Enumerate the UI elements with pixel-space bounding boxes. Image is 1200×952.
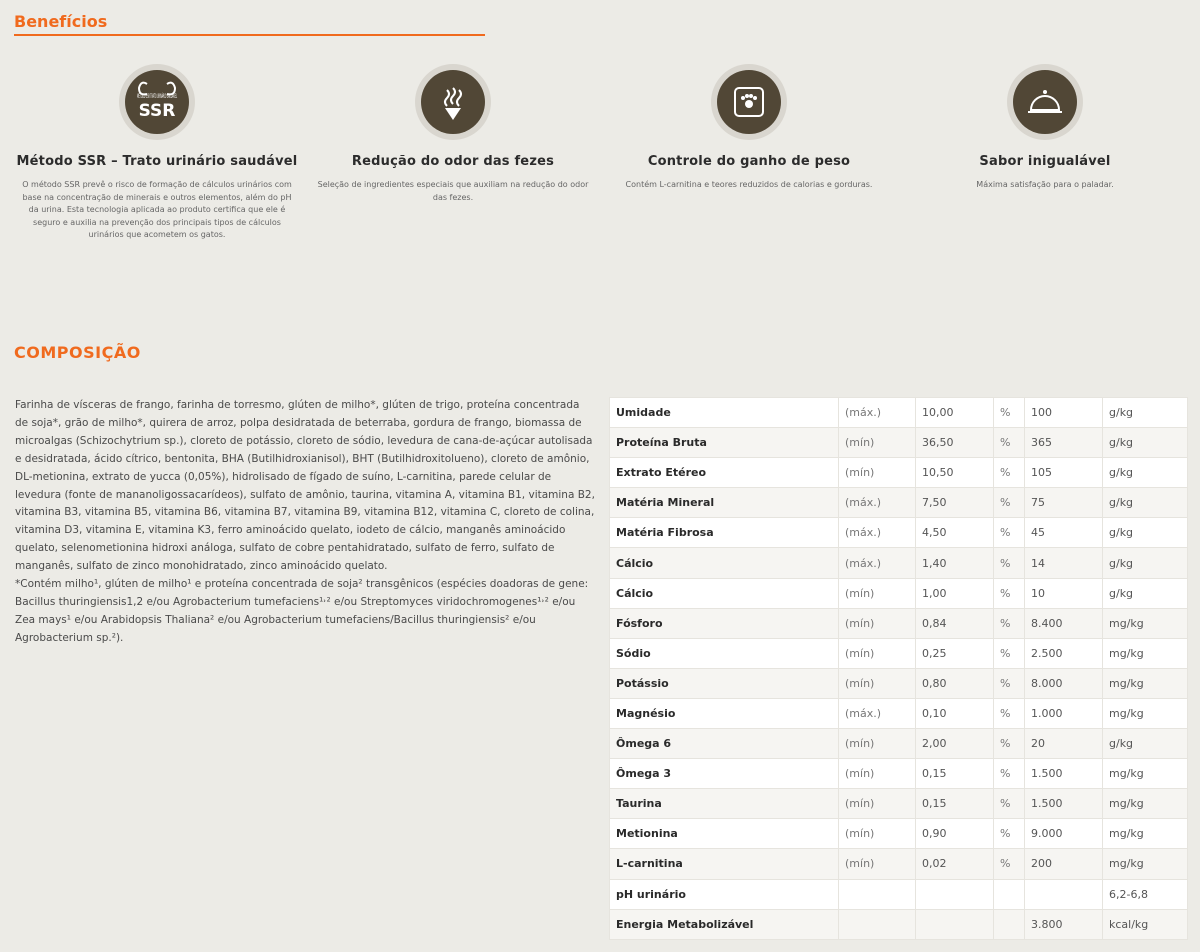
table-row xyxy=(610,488,1188,518)
nutrient-name: Magnésio xyxy=(610,698,839,728)
nutrient-percent-value xyxy=(916,879,994,909)
odor-reduction-badge-icon xyxy=(415,64,491,140)
nutrient-percent-value xyxy=(916,909,994,939)
nutrient-qualifier xyxy=(839,909,916,939)
percent-sign: % xyxy=(994,428,1025,458)
percent-sign: % xyxy=(994,458,1025,488)
nutrient-unit: mg/kg xyxy=(1103,698,1188,728)
table-row xyxy=(610,909,1188,939)
table-row xyxy=(610,668,1188,698)
table-row xyxy=(610,548,1188,578)
nutrient-percent-value: 36,50 xyxy=(916,428,994,458)
benefits-heading: Benefícios xyxy=(14,12,108,31)
benefit-description: Contém L-carnitina e teores reduzidos de calorias e gorduras. xyxy=(625,180,873,189)
nutrient-unit: g/kg xyxy=(1103,578,1188,608)
nutrient-percent-value: 0,84 xyxy=(916,608,994,638)
nutrient-name: pH urinário xyxy=(610,879,839,909)
nutrient-percent-value: 4,50 xyxy=(916,518,994,548)
benefit-flavor xyxy=(900,64,1190,192)
nutrient-percent-value: 2,00 xyxy=(916,729,994,759)
nutrient-name: Potássio xyxy=(610,668,839,698)
nutrient-name: Matéria Mineral xyxy=(610,488,839,518)
nutrient-amount: 8.000 xyxy=(1025,668,1103,698)
nutrient-unit: 6,2-6,8 xyxy=(1103,879,1188,909)
nutrient-amount: 1.500 xyxy=(1025,789,1103,819)
nutrient-qualifier: (mín) xyxy=(839,428,916,458)
nutrient-name: Cálcio xyxy=(610,548,839,578)
nutrient-percent-value: 0,02 xyxy=(916,849,994,879)
nutrient-percent-value: 0,10 xyxy=(916,698,994,728)
table-row xyxy=(610,789,1188,819)
nutrient-amount xyxy=(1025,879,1103,909)
gmo-note: *Contém milho¹, glúten de milho¹ e proteína concentrada de soja² transgênicos (espécies doadoras de gene: Bacillus thuringiensis1,2 e/ou Agrobacterium tumefaciens¹˒² e/ou Streptomyces viridochromogenes¹˒² e/ou Zea mays¹ e/ou Arabidopsis Thaliana² e/ou Agrobacterium tumefaciens/Bacillus thuringiensis² e/ou Agrobacterium sp.²). xyxy=(15,578,589,644)
nutrient-qualifier: (máx.) xyxy=(839,398,916,428)
nutrient-percent-value: 0,15 xyxy=(916,789,994,819)
nutrient-name: Matéria Fibrosa xyxy=(610,518,839,548)
nutrient-amount: 8.400 xyxy=(1025,608,1103,638)
nutrient-qualifier: (mín) xyxy=(839,668,916,698)
nutrient-qualifier: (mín) xyxy=(839,458,916,488)
nutrient-percent-value: 1,00 xyxy=(916,578,994,608)
percent-sign: % xyxy=(994,398,1025,428)
svg-text:SSR: SSR xyxy=(138,101,176,121)
benefit-odor xyxy=(308,64,598,204)
nutrient-unit: g/kg xyxy=(1103,458,1188,488)
nutrient-unit: mg/kg xyxy=(1103,789,1188,819)
nutrient-unit: mg/kg xyxy=(1103,668,1188,698)
percent-sign: % xyxy=(994,819,1025,849)
nutrient-unit: g/kg xyxy=(1103,398,1188,428)
nutrient-amount: 200 xyxy=(1025,849,1103,879)
nutrient-qualifier: (máx.) xyxy=(839,488,916,518)
nutrition-table xyxy=(609,397,1188,940)
benefit-title: Controle do ganho de peso xyxy=(647,154,851,169)
nutrient-percent-value: 10,00 xyxy=(916,398,994,428)
ingredients-paragraph: Farinha de vísceras de frango, farinha de torresmo, glúten de milho*, glúten de trigo, proteína concentrada de soja*, grão de milho*, quirera de arroz, polpa desidratada de beterraba, gordura de frango, biomassa de microalgas (Schizochytrium sp.), cloreto de potássio, cloreto de sódio, levedura de cana-de-açúcar autolisada e desidratada, ácido cítrico, bentonita, BHA (Butilhidroxianisol), BHT (Butilhidroxitolueno), cloreto de amônio, DL-metionina, extrato de yucca (0,05%), hidrolisado de fígado de suíno, L-carnitina, parede celular de levedura (fonte de mananoligossacarídeos), sulfato de amônio, taurina, vitamina A, vitamina B1, vitamina B2, vitamina B3, vitamina B5, vitamina B6, vitamina B7, vitamina B9, vitamina B12, vitamina C, cloreto de colina, vitamina D3, vitamina E, vitamina K3, ferro aminoácido quelato, iodeto de cálcio, manganês aminoácido quelato, selenometionina hidroxi análoga, sulfato de cobre pentahidratado, sulfato de ferro, sulfato de manganês, sulfato de zinco monohidratado, zinco aminoácido quelato. xyxy=(15,399,595,573)
percent-sign: % xyxy=(994,488,1025,518)
nutrient-qualifier: (mín) xyxy=(839,729,916,759)
benefit-title: Método SSR – Trato urinário saudável xyxy=(16,154,298,169)
nutrient-name: Ômega 3 xyxy=(610,759,839,789)
nutrient-amount: 3.800 xyxy=(1025,909,1103,939)
nutrient-amount: 14 xyxy=(1025,548,1103,578)
nutrient-amount: 1.500 xyxy=(1025,759,1103,789)
percent-sign: % xyxy=(994,638,1025,668)
nutrient-unit: g/kg xyxy=(1103,488,1188,518)
nutrient-unit: mg/kg xyxy=(1103,608,1188,638)
nutrient-amount: 9.000 xyxy=(1025,819,1103,849)
nutrient-percent-value: 0,80 xyxy=(916,668,994,698)
benefit-description: O método SSR prevê o risco de formação de cálculos urinários com base na concentração de minerais e outros elementos, além do pH da urina. Esta tecnologia aplicada ao produto certifica que ele é seguro e auxilia na prevenção dos principais tipos de cálculos urinários que acometem os gatos. xyxy=(22,180,292,239)
benefit-ssr xyxy=(12,64,302,242)
percent-sign: % xyxy=(994,789,1025,819)
nutrient-unit: g/kg xyxy=(1103,518,1188,548)
nutrient-unit: mg/kg xyxy=(1103,849,1188,879)
percent-sign xyxy=(994,909,1025,939)
percent-sign: % xyxy=(994,548,1025,578)
percent-sign: % xyxy=(994,608,1025,638)
nutrient-amount: 20 xyxy=(1025,729,1103,759)
percent-sign: % xyxy=(994,518,1025,548)
nutrient-amount: 105 xyxy=(1025,458,1103,488)
benefits-heading-underline xyxy=(14,34,485,36)
percent-sign: % xyxy=(994,668,1025,698)
nutrient-name: Extrato Etéreo xyxy=(610,458,839,488)
nutrient-percent-value: 10,50 xyxy=(916,458,994,488)
nutrient-name: L-carnitina xyxy=(610,849,839,879)
table-row xyxy=(610,428,1188,458)
percent-sign: % xyxy=(994,698,1025,728)
composition-heading: COMPOSIÇÃO xyxy=(14,343,141,362)
nutrient-unit: g/kg xyxy=(1103,428,1188,458)
nutrient-qualifier: (mín) xyxy=(839,819,916,849)
nutrient-percent-value: 0,25 xyxy=(916,638,994,668)
nutrient-name: Cálcio xyxy=(610,578,839,608)
table-row xyxy=(610,458,1188,488)
percent-sign: % xyxy=(994,849,1025,879)
nutrient-unit: g/kg xyxy=(1103,729,1188,759)
nutrient-amount: 75 xyxy=(1025,488,1103,518)
percent-sign: % xyxy=(994,729,1025,759)
nutrient-name: Proteína Bruta xyxy=(610,428,839,458)
table-row xyxy=(610,518,1188,548)
table-row xyxy=(610,608,1188,638)
nutrient-qualifier xyxy=(839,879,916,909)
nutrient-amount: 1.000 xyxy=(1025,698,1103,728)
nutrient-unit: mg/kg xyxy=(1103,819,1188,849)
nutrient-percent-value: 0,90 xyxy=(916,819,994,849)
table-row xyxy=(610,638,1188,668)
nutrient-qualifier: (máx.) xyxy=(839,548,916,578)
table-row xyxy=(610,879,1188,909)
nutrient-unit: kcal/kg xyxy=(1103,909,1188,939)
composition-text xyxy=(15,397,595,648)
nutrient-qualifier: (mín) xyxy=(839,849,916,879)
nutrient-amount: 100 xyxy=(1025,398,1103,428)
nutrient-name: Fósforo xyxy=(610,608,839,638)
table-row xyxy=(610,578,1188,608)
benefit-weight xyxy=(604,64,894,192)
table-row xyxy=(610,849,1188,879)
nutrient-qualifier: (máx.) xyxy=(839,698,916,728)
nutrient-amount: 45 xyxy=(1025,518,1103,548)
percent-sign xyxy=(994,879,1025,909)
benefit-description: Máxima satisfação para o paladar. xyxy=(976,180,1114,189)
nutrient-amount: 365 xyxy=(1025,428,1103,458)
nutrient-unit: mg/kg xyxy=(1103,759,1188,789)
nutrient-unit: mg/kg xyxy=(1103,638,1188,668)
ssr-badge-caption: MÉTODO SSR TRATO URINÁRIO SAUDÁVEL xyxy=(137,93,265,100)
benefit-title: Sabor inigualável xyxy=(979,154,1111,169)
benefit-description: Seleção de ingredientes especiais que auxiliam na redução do odor das fezes. xyxy=(317,180,589,202)
nutrient-name: Ômega 6 xyxy=(610,729,839,759)
nutrient-qualifier: (mín) xyxy=(839,608,916,638)
nutrient-name: Sódio xyxy=(610,638,839,668)
nutrient-percent-value: 7,50 xyxy=(916,488,994,518)
nutrient-qualifier: (mín) xyxy=(839,789,916,819)
benefit-title: Redução do odor das fezes xyxy=(351,154,555,169)
percent-sign: % xyxy=(994,578,1025,608)
table-row xyxy=(610,759,1188,789)
table-row xyxy=(610,698,1188,728)
nutrient-amount: 10 xyxy=(1025,578,1103,608)
table-row xyxy=(610,398,1188,428)
nutrient-qualifier: (mín) xyxy=(839,638,916,668)
nutrient-qualifier: (mín) xyxy=(839,578,916,608)
nutrient-amount: 2.500 xyxy=(1025,638,1103,668)
nutrient-unit: g/kg xyxy=(1103,548,1188,578)
scale-paw-badge-icon xyxy=(711,64,787,140)
cloche-badge-icon xyxy=(1007,64,1083,140)
nutrient-percent-value: 1,40 xyxy=(916,548,994,578)
nutrient-name: Umidade xyxy=(610,398,839,428)
percent-sign: % xyxy=(994,759,1025,789)
table-row xyxy=(610,819,1188,849)
nutrient-qualifier: (máx.) xyxy=(839,518,916,548)
nutrient-percent-value: 0,15 xyxy=(916,759,994,789)
ssr-kidney-badge-icon xyxy=(119,64,265,140)
table-row xyxy=(610,729,1188,759)
nutrient-qualifier: (mín) xyxy=(839,759,916,789)
nutrient-name: Taurina xyxy=(610,789,839,819)
nutrient-name: Energia Metabolizável xyxy=(610,909,839,939)
nutrient-name: Metionina xyxy=(610,819,839,849)
